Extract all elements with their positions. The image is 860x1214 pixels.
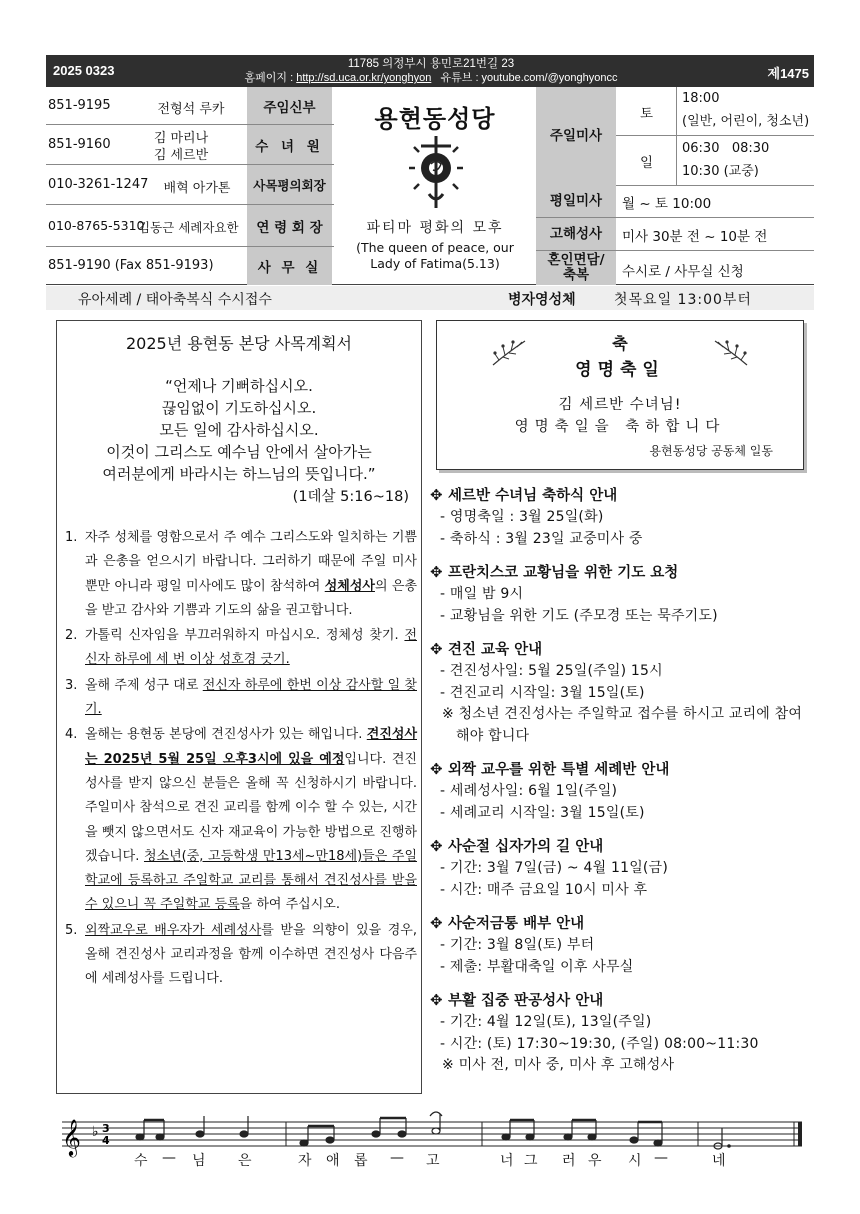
bulletin-date: 2025 0323 — [53, 63, 115, 78]
item-emphasis: 성체성사 — [324, 578, 375, 594]
item-emphasis: 전신자 하루에 세 번 이상 성호경 긋기. — [85, 628, 417, 668]
notice-item: - 교황님을 위한 기도 (주모경 또는 묵주기도) — [440, 607, 718, 624]
marriage-label — [536, 251, 616, 285]
item-text: 의 은총을 받고 감사와 기쁨과 기도의 삶을 권고합니다. — [85, 578, 417, 618]
notice-title — [430, 638, 810, 661]
notice-title-text: 외짝 교우를 위한 특별 세례반 안내 — [448, 762, 670, 778]
lyric-syllable: 은 — [238, 1153, 252, 1169]
feast-title-2: 영명축일 — [575, 360, 665, 380]
quote-line: “언제나 기뻐하십시오. — [165, 377, 313, 395]
item-emphasis: 견진성사는 2025년 5월 25일 오후3시에 있을 예정 — [85, 727, 417, 767]
plan-item — [65, 624, 417, 673]
notice-title — [430, 835, 810, 858]
item-emphasis: 외짝교우로 배우자가 세례성사 — [85, 922, 262, 938]
item-number: 2. — [65, 628, 78, 644]
sunday-mass-time: 06:30 08:30 — [682, 141, 770, 156]
notice — [430, 638, 810, 747]
lyric-syllable: 네 — [712, 1153, 726, 1169]
baptism-info: 유아세례 / 태아축복식 수시접수 — [78, 292, 272, 308]
homepage-label: 홈페이지 : — [244, 72, 297, 84]
feast-title-1: 축 — [612, 334, 628, 353]
contact-role: 사목평의회장 — [247, 165, 332, 204]
feast-signature: 용현동성당 공동체 일동 — [649, 444, 773, 458]
contact-name: 김동근 세례자요한 — [138, 220, 239, 235]
mass-schedule — [536, 87, 814, 285]
notice-item: - 축하식 : 3월 23일 교중미사 중 — [440, 530, 643, 547]
divider — [676, 87, 677, 185]
quote-line: 여러분에게 바라시는 하느님의 뜻입니다.” — [102, 465, 376, 483]
item-number: 1. — [65, 530, 78, 545]
feast-message-1: 김 세르반 수녀님! — [558, 397, 682, 413]
marriage-text: 수시로 / 사무실 신청 — [622, 264, 744, 280]
feast-message-2: 영명축일을 축하합니다 — [514, 419, 726, 435]
contact-phone: 010-8765-5310 — [48, 218, 145, 233]
sunday-mass-label: 주일미사 — [536, 87, 616, 185]
quote-reference: (1데살 5:16~18) — [292, 489, 409, 505]
web-links — [236, 71, 626, 85]
issue-number: 제1475 — [767, 66, 809, 81]
contact-role: 수 녀 원 — [247, 125, 332, 164]
item-emphasis: 청소년(중, 고등학생 만13세~만18세)들은 주일학교에 등록하고 주일학교 교리를 통해서 견진성사를 받을 수 있으니 꼭 주일학교 등록 — [85, 848, 418, 913]
contact-row — [46, 165, 334, 205]
weekday-mass-time: 월 ~ 토 10:00 — [622, 196, 712, 212]
notice-title-text: 세르반 수녀님 축하식 안내 — [448, 488, 618, 504]
confession-time: 미사 30분 전 ~ 10분 전 — [622, 229, 768, 245]
saturday-mass-note: (일반, 어린이, 청소년) — [682, 114, 810, 129]
lyric-syllable: 님 — [192, 1153, 206, 1169]
plan-quote — [57, 375, 421, 485]
notice-title — [430, 912, 810, 935]
notice — [430, 912, 810, 978]
plan-title: 2025년 용현동 본당 사목계획서 — [126, 334, 352, 353]
notice-item: - 시간: 매주 금요일 10시 미사 후 — [440, 881, 648, 898]
contact-name-2: 김 세르반 — [153, 148, 209, 163]
notice — [430, 484, 810, 550]
contact-name: 김 마리나 — [153, 131, 209, 146]
confession-label: 고해성사 — [536, 218, 616, 250]
sunday-mass-note: 10:30 (교중) — [682, 164, 759, 179]
contact-phone: 851-9190 (Fax 851-9193) — [48, 258, 214, 273]
lyric-syllable: 자 — [298, 1153, 312, 1169]
lyric-syllable: — — [390, 1150, 404, 1166]
contact-row — [46, 87, 334, 125]
quote-line: 끊임없이 기도하십시오. — [161, 399, 317, 417]
flat-icon: ♭ — [92, 1124, 99, 1140]
cross-icon: ✥ — [430, 640, 443, 658]
contact-list — [46, 87, 334, 285]
marriage-label-line-1: 혼인면담/ — [547, 252, 605, 268]
feast-day-box — [436, 320, 804, 470]
lyric-syllable: 고 — [426, 1153, 440, 1169]
item-number: 5. — [65, 922, 78, 938]
notice-title-text: 사순절 십자가의 길 안내 — [448, 839, 604, 855]
sacrament-row — [46, 286, 814, 310]
top-bar — [46, 55, 814, 87]
pastoral-plan — [56, 320, 422, 1094]
notice-item: - 견진교리 시작일: 3월 15일(토) — [440, 684, 645, 701]
church-identity — [334, 87, 536, 285]
notice-note: ※ 미사 전, 미사 중, 미사 후 고해성사 — [442, 1057, 675, 1073]
contact-phone: 851-9160 — [48, 137, 111, 152]
notice-item: - 세례성사일: 6월 1일(주일) — [440, 783, 618, 799]
notice-item: - 기간: 3월 7일(금) ~ 4월 11일(금) — [440, 860, 668, 876]
notice-title — [430, 561, 810, 584]
church-address: 11785 의정부시 용민로21번길 23 — [347, 58, 515, 70]
notes — [136, 1114, 730, 1149]
music-lyrics — [58, 1150, 806, 1172]
plan-item — [65, 526, 417, 623]
notice-item: - 제출: 부활대축일 이후 사무실 — [440, 958, 634, 975]
notice — [430, 835, 810, 901]
cross-icon: ✥ — [430, 914, 443, 932]
lyric-syllable: 애 — [326, 1153, 340, 1169]
sunday-label: 일 — [640, 155, 654, 171]
notice-item: - 영명축일 : 3월 25일(화) — [440, 509, 604, 525]
item-text: 을 하여 주십시오. — [239, 897, 340, 913]
header-grid — [46, 87, 814, 285]
lyric-syllable: 롭 — [354, 1153, 368, 1169]
quote-line: 이것이 그리스도 예수님 안에서 살아가는 — [106, 443, 372, 461]
saturday-label: 토 — [640, 106, 654, 122]
item-number: 4. — [65, 727, 78, 743]
notice — [430, 758, 810, 824]
weekday-mass-label: 평일미사 — [536, 185, 616, 217]
notices-list — [430, 484, 810, 1088]
notice-note: ※ 청소년 견진성사는 주일학교 접수를 하시고 교리에 참여해야 합니다 — [442, 706, 803, 744]
lyric-syllable: — — [654, 1150, 668, 1166]
treble-clef-icon: 𝄞 — [62, 1118, 81, 1156]
notice-item: - 매일 밤 9시 — [440, 586, 524, 602]
contact-role: 주임신부 — [247, 87, 332, 124]
patron-name-english — [334, 240, 536, 272]
contact-role: 사 무 실 — [247, 247, 332, 285]
patron-english-line-2: Lady of Fatima(5.13) — [370, 256, 500, 271]
contact-row — [46, 205, 334, 247]
contact-phone: 010-3261-1247 — [48, 177, 149, 192]
notice — [430, 989, 810, 1077]
lyric-syllable: 그 — [524, 1153, 538, 1169]
cross-icon: ✥ — [430, 837, 443, 855]
notice — [430, 561, 810, 627]
patron-english-line-1: (The queen of peace, our — [356, 240, 514, 255]
quote-line: 모든 일에 감사하십시오. — [159, 421, 319, 439]
cross-icon: ✥ — [430, 563, 443, 581]
contact-phone: 851-9195 — [48, 98, 111, 113]
item-text: 올해는 용현동 본당에 견진성사가 있는 해입니다. — [85, 727, 367, 743]
lyric-syllable: 우 — [588, 1153, 602, 1169]
notice-title — [430, 989, 810, 1012]
sick-communion-label: 병자영성체 — [508, 292, 576, 308]
church-emblem-icon — [407, 132, 465, 210]
church-name: 용현동성당 — [374, 105, 496, 133]
youtube-link[interactable]: 유튜브 : youtube.com/@yonghyoncc — [440, 72, 618, 84]
cross-icon: ✥ — [430, 486, 443, 504]
item-text: 올해 주제 성구 대로 — [85, 677, 203, 693]
item-text: 입니다. 견진성사를 받지 않으신 분들은 올해 꼭 신청하시기 바랍니다. 주일미사 참석으로 견진 교리를 함께 이수 할 수 있는, 시간을 뺏지 않으면서도 신자 재교육이 가능한 방법으로 진행하겠습니다. — [85, 751, 417, 864]
notice-title-text: 견진 교육 안내 — [448, 642, 543, 658]
notice-item: - 시간: (토) 17:30~19:30, (주일) 08:00~11:30 — [440, 1035, 759, 1052]
notice-title-text: 사순저금통 배부 안내 — [448, 916, 585, 932]
notice-title-text: 프란치스코 교황님을 위한 기도 요청 — [448, 565, 679, 581]
plan-item — [65, 919, 417, 992]
plan-item — [65, 674, 417, 723]
lyric-syllable: 수 — [134, 1153, 148, 1169]
item-emphasis: 전신자 하루에 한번 이상 감사할 일 찾기. — [85, 677, 417, 718]
contact-name: 배혁 아가톤 — [163, 181, 231, 196]
saturday-mass-time: 18:00 — [682, 91, 720, 106]
lyric-syllable: 시 — [628, 1153, 642, 1169]
notice-item: - 세례교리 시작일: 3월 15일(토) — [440, 804, 645, 821]
item-text: 자주 성체를 영함으로서 주 예수 그리스도와 일치하는 기쁨과 은총을 얻으시기 바랍니다. 그러하기 때문에 주일 미사뿐만 아니라 평일 미사에도 많이 참석하여 — [85, 530, 417, 594]
lyric-syllable: 너 — [500, 1153, 514, 1169]
notice-title-text: 부활 집중 판공성사 안내 — [448, 993, 604, 1009]
church-address-block — [236, 57, 626, 85]
homepage-link[interactable]: http://sd.uca.or.kr/yonghyon — [296, 72, 432, 84]
cross-icon: ✥ — [430, 760, 443, 778]
svg-text:4: 4 — [102, 1134, 110, 1147]
notice-item: - 기간: 3월 8일(토) 부터 — [440, 937, 595, 953]
plan-item — [65, 723, 417, 917]
svg-text:3: 3 — [102, 1122, 110, 1135]
sick-communion-time: 첫목요일 13:00부터 — [614, 292, 752, 308]
notice-item: - 기간: 4월 12일(토), 13일(주일) — [440, 1014, 652, 1030]
item-number: 3. — [65, 677, 78, 693]
notice-item: - 견진성사일: 5월 25일(주일) 15시 — [440, 663, 663, 679]
lyric-syllable: 러 — [562, 1153, 576, 1169]
cross-icon: ✥ — [430, 991, 443, 1009]
marriage-label-line-2: 축복 — [562, 267, 590, 283]
notice-title — [430, 484, 810, 507]
notice-title — [430, 758, 810, 781]
lyric-syllable: — — [162, 1150, 176, 1166]
contact-row — [46, 247, 334, 285]
patron-name: 파티마 평화의 모후 — [366, 220, 504, 236]
item-text: 를 받을 의향이 있을 경우, 올해 견진성사 교리과정을 함께 이수하면 견진성사 다음주에 세례성사를 드립니다. — [85, 922, 417, 987]
contact-row — [46, 125, 334, 165]
plan-items — [65, 526, 417, 993]
item-text: 가톨릭 신자임을 부끄러워하지 마십시오. 정체성 찾기. — [85, 628, 405, 644]
contact-role: 연 령 회 장 — [247, 205, 332, 246]
contact-name: 전형석 루카 — [157, 102, 225, 117]
divider — [616, 135, 814, 136]
